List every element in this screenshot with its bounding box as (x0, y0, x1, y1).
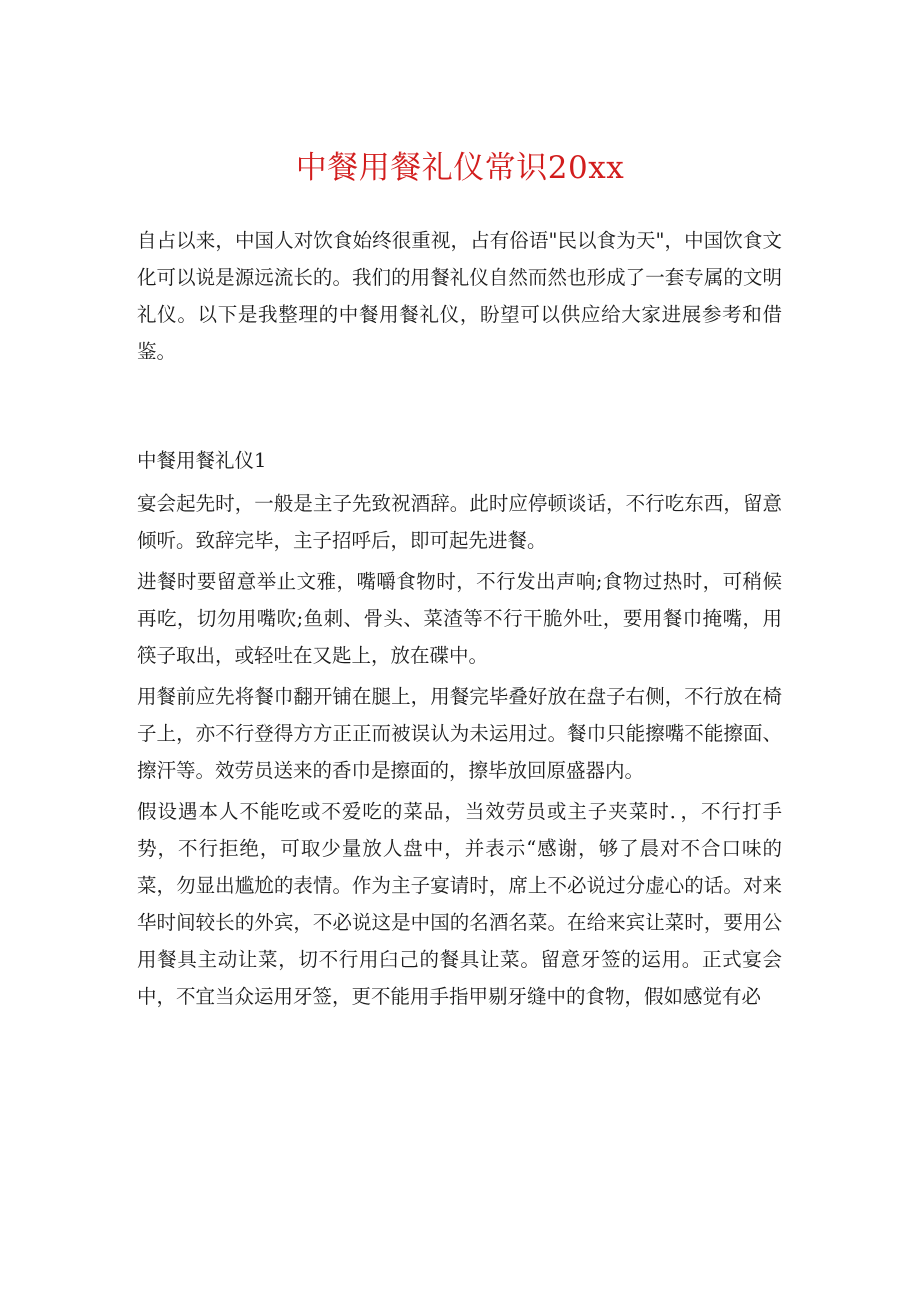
section-heading: 中餐用餐礼仪1 (137, 449, 267, 472)
body-paragraph-2: 进餐时要留意举止文雅，嘴嚼食物时，不行发出声响;食物过热时，可稍候再吃，切勿用嘴吹;鱼刺、骨头、菜渣等不行干脆外吐，要用餐巾掩嘴，用筷子取出，或轻吐在又匙上，放在碟中。 (137, 570, 782, 667)
document-title: 中餐用餐礼仪常识20xx (295, 150, 625, 186)
intro-paragraph: 自占以来，中国人对饮食始终很重视，占有俗语"民以食为天"，中国饮食文化可以说是源远流长的。我们的用餐礼仪自然而然也形成了一套专属的文明礼仪。以下是我整理的中餐用餐礼仪，盼望可以供应给大家进展参考和借鉴。 (137, 229, 782, 363)
body-paragraph-4: 假设遇本人不能吃或不爱吃的菜品，当效劳员或主子夹菜时．，不行打手势，不行拒绝，可取少量放人盘中，并表示“感谢，够了晨对不合口味的菜，勿显出尴尬的表情。作为主子宴请时，席上不必说过分虚心的话。对来华时间较长的外宾，不必说这是中国的名酒名菜。在给来宾让菜时，要用公用餐具主动让菜，切不行用臼己的餐具让菜。留意牙签的运用。正式宴会中，不宜当众运用牙签，更不能用手指甲剔牙缝中的食物，假如感觉有必 (137, 800, 782, 1008)
body-paragraph-3: 用餐前应先将餐巾翻开铺在腿上，用餐完毕叠好放在盘子右侧，不行放在椅子上，亦不行登得方方正正而被误认为未运用过。餐巾只能擦嘴不能擦面、擦汗等。效劳员送来的香巾是擦面的，擦毕放回原盛器内。 (137, 685, 782, 782)
body-paragraph-1: 宴会起先时，一般是主子先致祝酒辞。此时应停顿谈话，不行吃东西，留意倾听。致辞完毕，主子招呼后，即可起先进餐。 (137, 492, 782, 552)
document-body (137, 222, 782, 1019)
